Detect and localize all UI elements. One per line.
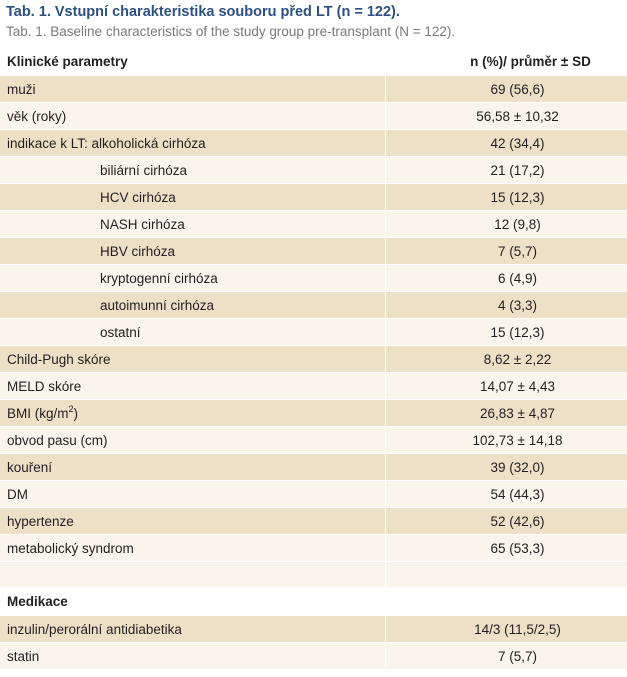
row-value: 69 (56,6) xyxy=(490,82,545,97)
row-value: 102,73 ± 14,18 xyxy=(472,433,563,448)
row-label: věk (roky) xyxy=(0,103,386,129)
table-row xyxy=(0,454,627,481)
table-row xyxy=(0,292,627,319)
row-value: 21 (17,2) xyxy=(490,163,545,178)
row-label: MELD skóre xyxy=(0,373,386,399)
row-label: autoimunní cirhóza xyxy=(0,292,386,318)
table-subtitle: Tab. 1. Baseline characteristics of the study group pre-transplant (N = 122). xyxy=(6,24,456,39)
bmi-label-sup: 2 xyxy=(68,403,74,414)
table-row xyxy=(0,76,627,103)
row-label: obvod pasu (cm) xyxy=(0,427,386,453)
caption xyxy=(0,0,627,48)
table-row xyxy=(0,103,627,130)
table-row xyxy=(0,427,627,454)
bmi-label-suffix: ) xyxy=(73,406,79,421)
table-row xyxy=(0,508,627,535)
section-heading: Medikace xyxy=(0,588,386,615)
row-label: kryptogenní cirhóza xyxy=(0,265,386,291)
row-value: 65 (53,3) xyxy=(490,541,545,556)
baseline-characteristics-table xyxy=(0,48,627,670)
row-label: statin xyxy=(0,643,386,669)
row-value: 54 (44,3) xyxy=(490,487,545,502)
table-row xyxy=(0,346,627,373)
table-row xyxy=(0,319,627,346)
section-heading-row xyxy=(0,588,627,616)
row-value: 56,58 ± 10,32 xyxy=(476,109,559,124)
row-label: ostatní xyxy=(0,319,386,345)
table-row xyxy=(0,265,627,292)
section-heading-value xyxy=(386,588,627,615)
table-row xyxy=(0,400,627,427)
table-row xyxy=(0,130,627,157)
row-value: 15 (12,3) xyxy=(490,190,545,205)
row-value: 7 (5,7) xyxy=(497,244,538,259)
row-value: 26,83 ± 4,87 xyxy=(480,406,555,421)
row-value: 39 (32,0) xyxy=(490,460,545,475)
row-value: 15 (12,3) xyxy=(490,325,545,340)
table-header-row xyxy=(0,48,627,76)
spacer-label xyxy=(0,562,386,587)
row-label: muži xyxy=(0,76,386,102)
row-value: 14/3 (11,5/2,5) xyxy=(474,622,561,637)
spacer-row xyxy=(0,562,627,588)
row-value: 14,07 ± 4,43 xyxy=(480,379,555,394)
row-label: HBV cirhóza xyxy=(0,238,386,264)
table-row xyxy=(0,616,627,643)
table-row xyxy=(0,535,627,562)
header-param: Klinické parametry xyxy=(0,48,386,75)
row-value: 12 (9,8) xyxy=(494,217,541,232)
row-label: HCV cirhóza xyxy=(0,184,386,210)
spacer-value xyxy=(386,562,627,587)
row-label: biliární cirhóza xyxy=(0,157,386,183)
table-row xyxy=(0,481,627,508)
bmi-label-prefix: BMI (kg/m xyxy=(7,406,69,421)
row-label: kouření xyxy=(0,454,386,480)
row-label: DM xyxy=(0,481,386,507)
row-label: hypertenze xyxy=(0,508,386,534)
row-label: NASH cirhóza xyxy=(0,211,386,237)
row-label: indikace k LT: alkoholická cirhóza xyxy=(0,130,386,156)
row-value: 42 (34,4) xyxy=(490,136,545,151)
row-value: 8,62 ± 2,22 xyxy=(483,352,552,367)
row-label: inzulin/perorální antidiabetika xyxy=(0,616,386,642)
row-value: 7 (5,7) xyxy=(497,649,538,664)
row-label: metabolický syndrom xyxy=(0,535,386,561)
row-label xyxy=(0,400,386,426)
row-value: 4 (3,3) xyxy=(497,298,538,313)
header-value: n (%)/ průměr ± SD xyxy=(470,54,591,69)
row-value: 6 (4,9) xyxy=(497,271,538,286)
table-row xyxy=(0,211,627,238)
table-row xyxy=(0,373,627,400)
table-row xyxy=(0,643,627,670)
row-label: Child-Pugh skóre xyxy=(0,346,386,372)
table-row xyxy=(0,238,627,265)
table-title: Tab. 1. Vstupní charakteristika souboru před LT (n = 122). xyxy=(6,4,400,20)
table-row xyxy=(0,184,627,211)
table-row xyxy=(0,157,627,184)
row-value: 52 (42,6) xyxy=(490,514,545,529)
